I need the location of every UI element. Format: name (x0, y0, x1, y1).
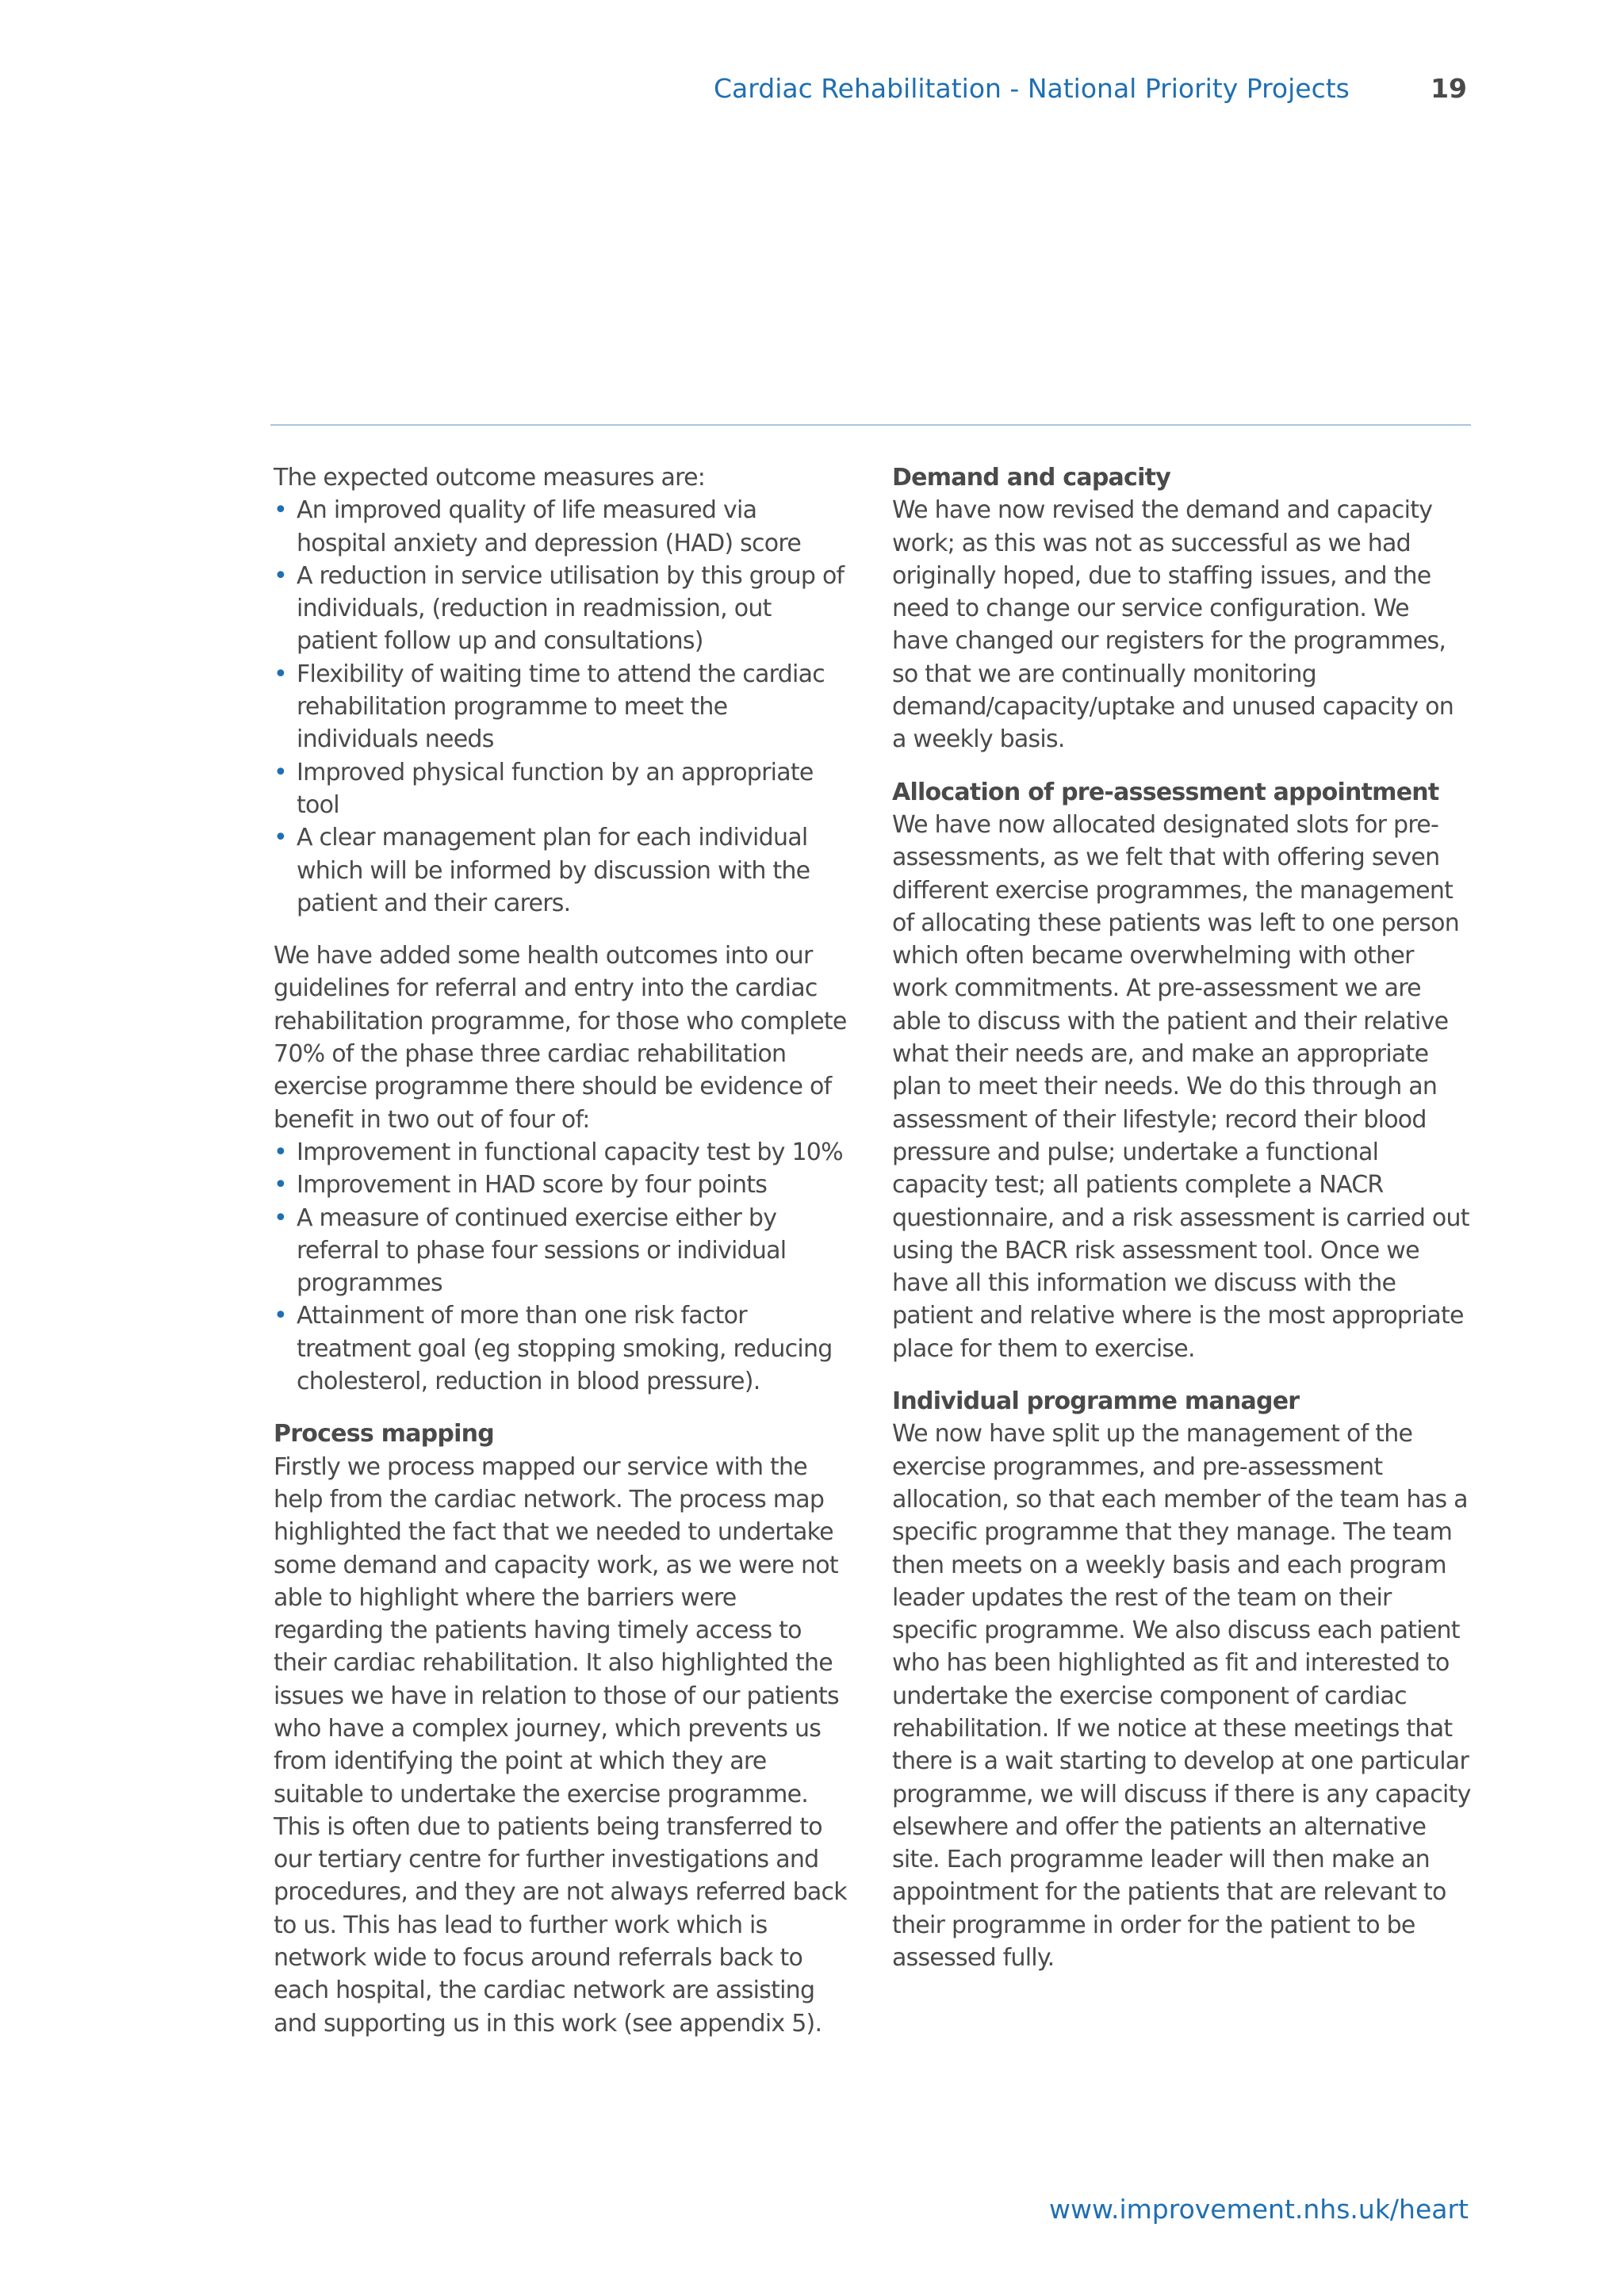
demand-capacity-paragraph: We have now revised the demand and capacity work; as this was not as successful as we had originally hoped, due to staffing issues, and the need to change our service configuration. We have changed our registers for the programmes, so that we are continually monitoring demand/capacity/uptake and unused capacity on a weekly basis. (892, 496, 1454, 754)
bullet-icon: • (274, 1203, 287, 1232)
process-mapping-heading: Process mapping (274, 1420, 494, 1448)
allocation-heading: Allocation of pre-assessment appointment (892, 778, 1439, 806)
list-item-text: An improved quality of life measured via hospital anxiety and depression (HAD) score (297, 496, 802, 557)
demand-capacity-heading: Demand and capacity (892, 464, 1171, 492)
bullet-icon: • (274, 561, 287, 590)
running-header-title: Cardiac Rehabilitation - National Priority Projects (714, 73, 1350, 104)
list-item (274, 1202, 852, 1300)
bullet-icon: • (274, 660, 287, 688)
bullet-icon: • (274, 1138, 287, 1166)
health-outcomes-paragraph: We have added some health outcomes into our guidelines for referral and entry into the cardiac rehabilitation programme, for those who complete 70% of the phase three cardiac rehabilitation exercise programme there should be evidence of benefit in two out of four of: (274, 942, 847, 1134)
list-item-text: Flexibility of waiting time to attend the cardiac rehabilitation programme to meet the individuals needs (297, 660, 825, 754)
list-item (274, 1299, 852, 1398)
bullet-icon: • (274, 824, 287, 852)
outcome-measures-list (274, 494, 852, 920)
list-item-text: A measure of continued exercise either by referral to phase four sessions or individual programmes (297, 1203, 787, 1298)
bullet-icon: • (274, 496, 287, 525)
list-item-text: A clear management plan for each individual which will be informed by discussion with the patient and their carers. (297, 824, 810, 917)
list-item (274, 560, 852, 658)
page-number: 19 (1431, 73, 1467, 104)
outcomes-intro: The expected outcome measures are: (274, 464, 706, 492)
list-item (274, 494, 852, 560)
list-item (274, 658, 852, 756)
list-item (274, 821, 852, 920)
bullet-icon: • (274, 1302, 287, 1330)
process-mapping-paragraph: Firstly we process mapped our service with the help from the cardiac network. The process map highlighted the fact that we needed to undertake some demand and capacity work, as we were not able to highlight where the barriers were regarding the patients having timely access to their cardiac rehabilitation. It also highlighted the issues we have in relation to those of our patients who have a complex journey, which prevents us from identifying the point at which they are suitable to undertake the exercise programme. This is often due to patients being transferred to our tertiary centre for further investigations and procedures, and they are not always referred back to us. This has lead to further work which is network wide to focus around referrals back to each hospital, the cardiac network are assisting and supporting us in this work (see appendix 5). (274, 1452, 847, 2038)
benefit-criteria-list (274, 1136, 852, 1398)
list-item-text: Attainment of more than one risk factor treatment goal (eg stopping smoking, reducing cholesterol, reduction in blood pressure). (297, 1302, 833, 1396)
bullet-icon: • (274, 758, 287, 786)
programme-manager-heading: Individual programme manager (892, 1387, 1300, 1416)
programme-manager-paragraph: We now have split up the management of the exercise programmes, and pre-assessment allocation, so that each member of the team has a specific programme that they manage. The team then meets on a weekly basis and each program leader updates the rest of the team on their specific programme. We also discuss each patient who has been highlighted as fit and interested to undertake the exercise component of cardiac rehabilitation. If we notice at these meetings that there is a wait starting to develop at one particular programme, we will discuss if there is any capacity elsewhere and offer the patients an alternative site. Each programme leader will then make an appointment for the patients that are relevant to their programme in order for the patient to be assessed fully. (892, 1420, 1471, 1973)
list-item-text: Improvement in HAD score by four points (297, 1171, 768, 1200)
list-item (274, 1169, 852, 1201)
bullet-icon: • (274, 1171, 287, 1200)
footer-website-link[interactable]: www.improvement.nhs.uk/heart (1049, 2194, 1469, 2225)
list-item-text: Improved physical function by an appropriate tool (297, 758, 814, 819)
allocation-paragraph: We have now allocated designated slots for pre-assessments, as we felt that with offering seven different exercise programmes, the management of allocating these patients was left to one person which often became overwhelming with other work commitments. At pre-assessment we are able to discuss with the patient and their relative what their needs are, and make an appropriate plan to meet their needs. We do this through an assessment of their lifestyle; record their blood pressure and pulse; undertake a functional capacity test; all patients complete a NACR questionnaire, and a risk assessment is carried out using the BACR risk assessment tool. Once we have all this information we discuss with the patient and relative where is the most appropriate place for them to exercise. (892, 810, 1469, 1363)
right-column (892, 461, 1471, 1994)
list-item-text: A reduction in service utilisation by this group of individuals, (reduction in readmission, out patient follow up and consultations) (297, 561, 845, 656)
left-column (274, 461, 852, 2060)
list-item (274, 1136, 852, 1169)
list-item-text: Improvement in functional capacity test by 10% (297, 1138, 843, 1166)
header-divider-rule (270, 424, 1471, 426)
list-item (274, 756, 852, 822)
